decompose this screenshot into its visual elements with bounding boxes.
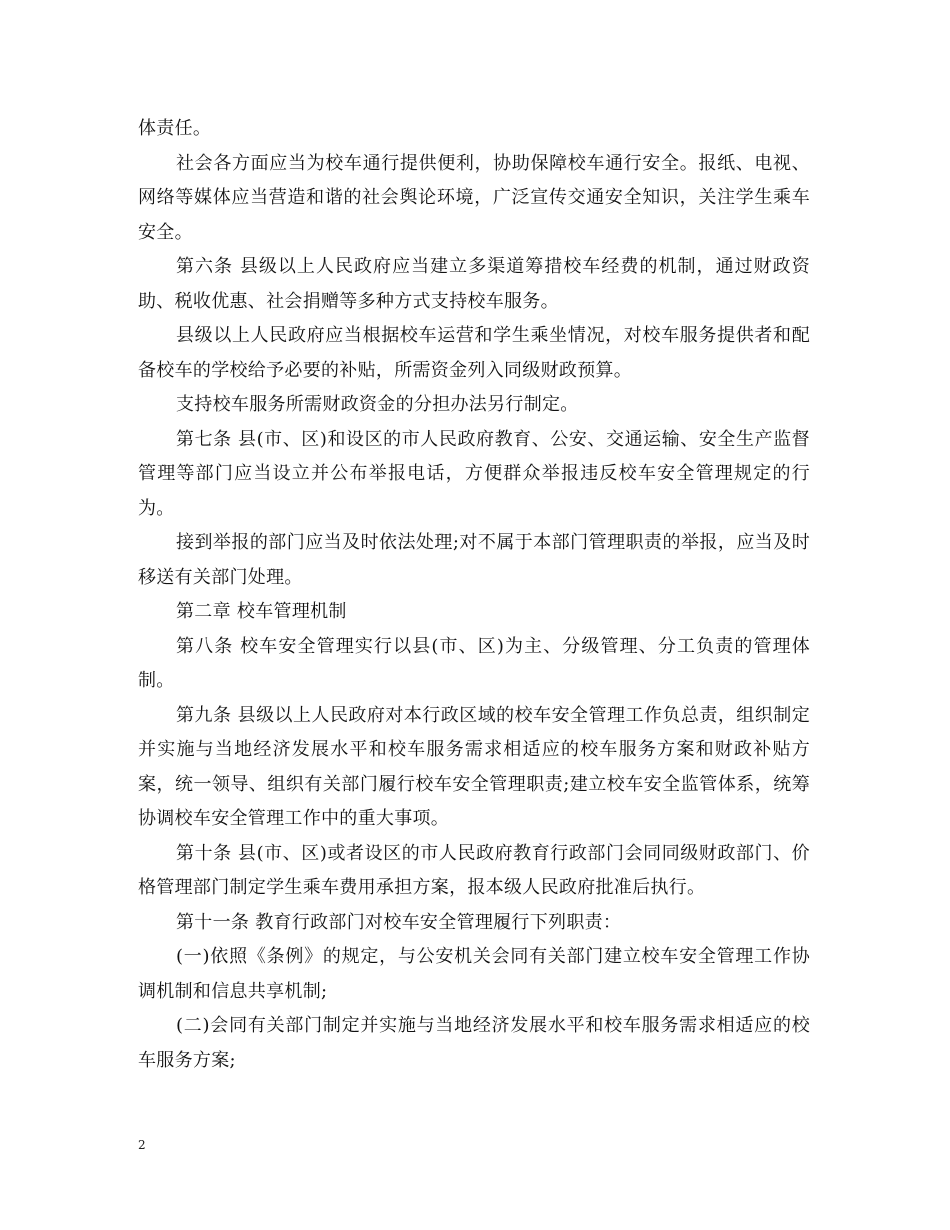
- body-paragraph: (一)依照《条例》的规定，与公安机关会同有关部门建立校车安全管理工作协调机制和信息共享机制;: [138, 946, 810, 1002]
- body-paragraph: 第八条 校车安全管理实行以县(市、区)为主、分级管理、分工负责的管理体制。: [138, 635, 810, 691]
- body-paragraph: 支持校车服务所需财政资金的分担办法另行制定。: [176, 394, 579, 415]
- body-paragraph: 第九条 县级以上人民政府对本行政区域的校车安全管理工作负总责，组织制定并实施与当地经济发展水平和校车服务需求相适应的校车服务方案和财政补贴方案，统一领导、组织有关部门履行校车安全管理职责;建立校车安全监管体系，统筹协调校车安全管理工作中的重大事项。: [138, 704, 810, 829]
- body-paragraph: 县级以上人民政府应当根据校车运营和学生乘坐情况，对校车服务提供者和配备校车的学校给予必要的补贴，所需资金列入同级财政预算。: [138, 325, 810, 381]
- page-number: 2: [138, 1138, 146, 1152]
- body-paragraph: 第十一条 教育行政部门对校车安全管理履行下列职责：: [176, 911, 622, 933]
- body-paragraph: 体责任。: [138, 118, 212, 139]
- body-paragraph: 第六条 县级以上人民政府应当建立多渠道筹措校车经费的机制，通过财政资助、税收优惠、社会捐赠等多种方式支持校车服务。: [138, 256, 810, 312]
- body-paragraph: 社会各方面应当为校车通行提供便利，协助保障校车通行安全。报纸、电视、网络等媒体应当营造和谐的社会舆论环境，广泛宣传交通安全知识，关注学生乘车安全。: [138, 152, 810, 243]
- body-paragraph: 第二章 校车管理机制: [176, 601, 347, 622]
- body-paragraph: 第七条 县(市、区)和设区的市人民政府教育、公安、交通运输、安全生产监督管理等部门应当设立并公布举报电话，方便群众举报违反校车安全管理规定的行为。: [138, 428, 810, 519]
- body-paragraph: 接到举报的部门应当及时依法处理;对不属于本部门管理职责的举报，应当及时移送有关部门处理。: [138, 532, 810, 588]
- body-paragraph: (二)会同有关部门制定并实施与当地经济发展水平和校车服务需求相适应的校车服务方案;: [138, 1015, 810, 1071]
- body-paragraph: 第十条 县(市、区)或者设区的市人民政府教育行政部门会同同级财政部门、价格管理部门制定学生乘车费用承担方案，报本级人民政府批准后执行。: [138, 842, 810, 898]
- document-body: [138, 112, 810, 1078]
